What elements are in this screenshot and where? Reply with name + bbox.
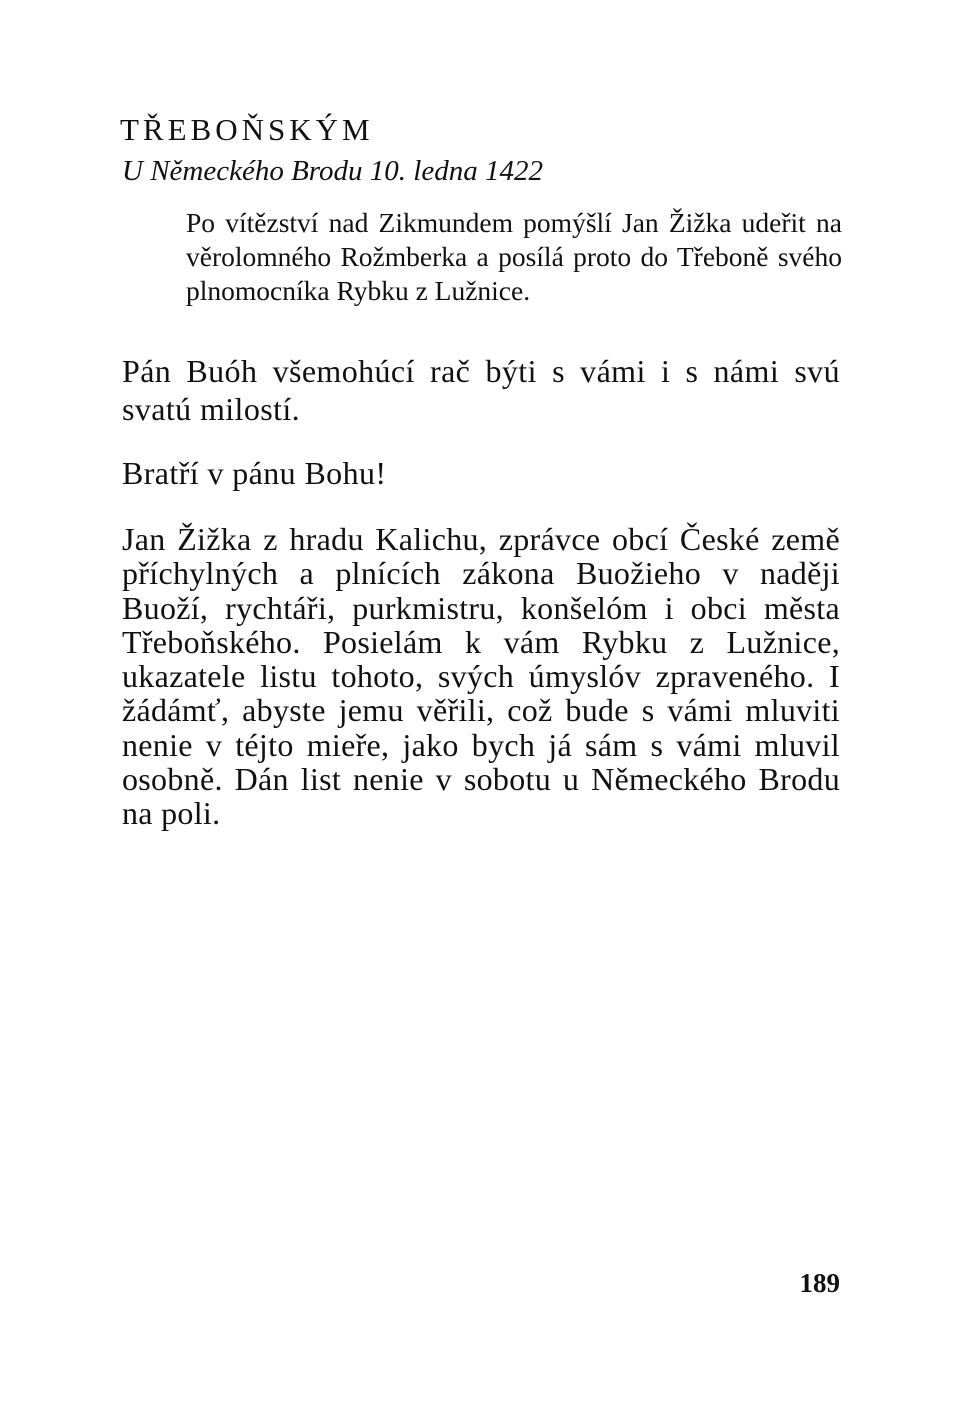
- page-number: 189: [799, 1268, 840, 1298]
- letter-body: Jan Žižka z hradu Kalichu, zprávce obcí České země příchylných a plnících zákona Buožieho v naději Buoží, rychtáři, purkmistru, konšelóm i obci města Třeboňského. Posielám k vám Rybku z Lužnice, ukazatele listu tohoto, svých úmyslóv zpraveného. I žádámť, abyste jemu věřili, což bude s vámi mluviti nenie v téjto mieře, jako bych já sám s vámi mluvil osobně. Dán list nenie v sobotu u Německého Brodu na poli.: [122, 521, 840, 832]
- editorial-summary: Po vítězství nad Zikmundem pomýšlí Jan Žižka udeřit na věrolomného Rožmberka a posílá proto do Třeboně svého plnomocníka Rybku z Lužnice.: [186, 207, 842, 306]
- letter-salutation: Bratří v pánu Bohu!: [122, 455, 387, 491]
- letter-greeting: Pán Buóh všemohúcí rač býti s vámi i s námi svú svatú milostí.: [122, 353, 840, 427]
- letter-place-date: U Německého Brodu 10. ledna 1422: [122, 155, 543, 187]
- letter-title: TŘEBOŇSKÝM: [120, 112, 374, 147]
